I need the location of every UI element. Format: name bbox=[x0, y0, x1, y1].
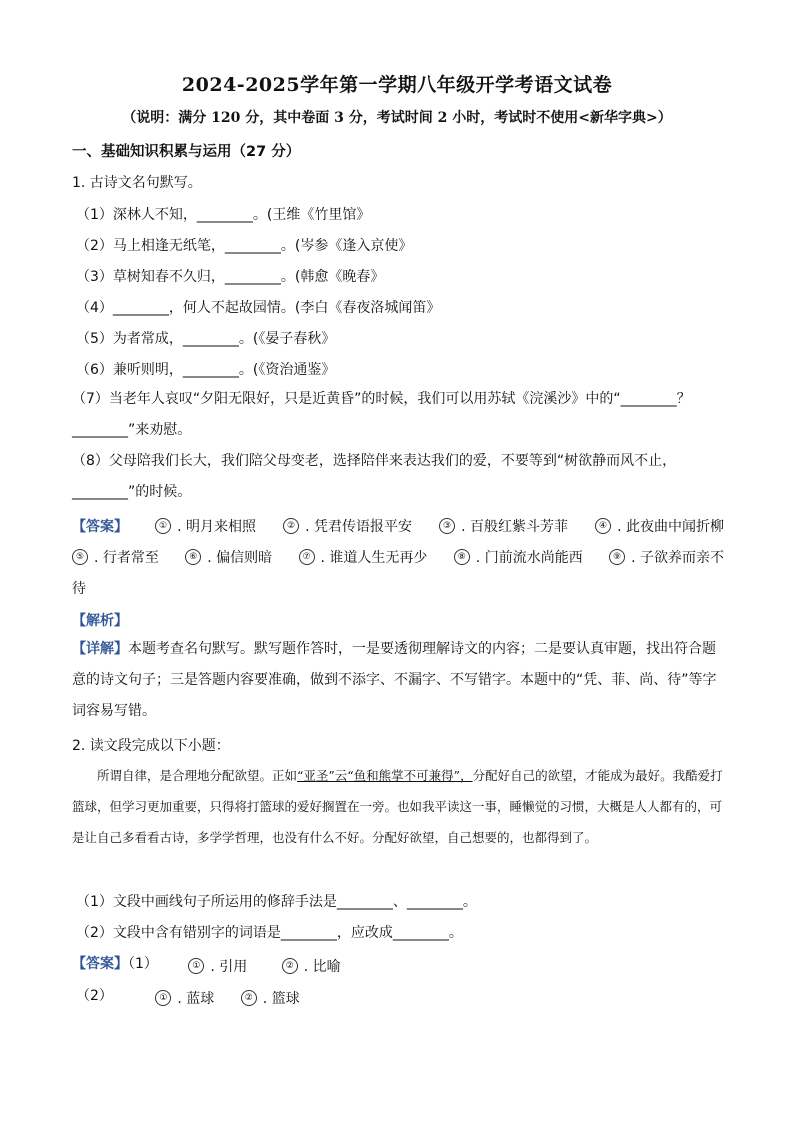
detail-tag: 【详解】 bbox=[72, 641, 128, 657]
answer-number: ⑧ bbox=[454, 549, 470, 565]
answer-number: ② bbox=[282, 958, 298, 974]
answer-sub-label: （1） bbox=[128, 956, 158, 972]
question-1-item-4: （4）________，何人不起故园情。(李白《春夜洛城闻笛》 bbox=[76, 300, 441, 316]
answer-number: ④ bbox=[595, 518, 611, 534]
answer-text: . 明月来相照 bbox=[177, 519, 256, 535]
question-1-item-1: （1）深林人不知，________。(王维《竹里馆》 bbox=[76, 207, 371, 223]
answer-text: . 凭君传语报平安 bbox=[305, 519, 412, 535]
passage-underlined-sentence: “亚圣”云“鱼和熊掌不可兼得”， bbox=[297, 768, 473, 783]
answer-text: . 引用 bbox=[210, 959, 248, 975]
answer-number: ② bbox=[241, 990, 257, 1006]
answer-row-1 bbox=[72, 516, 724, 536]
answer-option bbox=[299, 547, 428, 567]
question-1-stem: 1. 古诗文名句默写。 bbox=[72, 175, 202, 191]
section-heading: 一、基础知识积累与运用（27 分） bbox=[72, 144, 301, 160]
exam-instructions: （说明：满分 120 分，其中卷面 3 分，考试时间 2 小时，考试时不使用<新华字典>） bbox=[122, 110, 672, 126]
answer-tag: 【答案】 bbox=[72, 519, 128, 535]
answer-option bbox=[609, 547, 724, 567]
answer-number: ⑦ bbox=[299, 549, 315, 565]
answer-option bbox=[282, 956, 341, 976]
answer-option bbox=[439, 516, 568, 536]
question-2-sub-1: （1）文段中画线句子所运用的修辞手法是________、________。 bbox=[76, 894, 477, 910]
question-1-item-2: （2）马上相逢无纸笔，________。(岑参《逢入京使》 bbox=[76, 238, 413, 254]
question-2-sub-2: （2）文段中含有错别字的词语是________，应改成________。 bbox=[76, 925, 463, 941]
answer-text: . 子欲养而亲不 bbox=[631, 550, 724, 566]
answer-text: . 门前流水尚能西 bbox=[475, 550, 583, 566]
answer-text: . 蓝球 bbox=[177, 991, 215, 1007]
question-1-item-6: （6）兼听则明，________。(《资治通鉴》 bbox=[76, 362, 336, 378]
answer-option bbox=[595, 516, 724, 536]
answer-row-2 bbox=[72, 547, 724, 567]
answer-option bbox=[283, 516, 412, 536]
analysis-tag: 【解析】 bbox=[72, 613, 128, 629]
question-1-item-7: （7）当老年人哀叹“夕阳无限好，只是近黄昏”的时候，我们可以用苏轼《浣溪沙》中的“________？________”来劝慰。 bbox=[72, 391, 691, 438]
reading-passage bbox=[72, 760, 724, 853]
answer-number: ⑤ bbox=[72, 549, 88, 565]
answer-sub-label: （2） bbox=[76, 988, 113, 1004]
answer-continuation: 待 bbox=[72, 581, 86, 597]
passage-text: 分配好自己的欲望，才能成为最好。我酷爱打篮球，但学习更加重要，只得将打篮球的爱好搁置在一旁。也如我平读这一事，睡懒觉的习惯，大概是人人都有的，可是让自己多看看古诗，多学学哲理，也没有什么不好。分配好欲望，自己想要的，也都得到了。 bbox=[72, 768, 723, 845]
answer-text: . 谁道人生无再少 bbox=[320, 550, 428, 566]
question-2-answer-2 bbox=[76, 985, 300, 1008]
question-2-answer-1 bbox=[72, 953, 341, 976]
answer-option bbox=[241, 988, 300, 1008]
answer-text: . 比喻 bbox=[303, 959, 341, 975]
answer-number: ① bbox=[155, 990, 171, 1006]
detail-text: 本题考查名句默写。默写题作答时，一是要透彻理解诗文的内容；二是要认真审题，找出符合题意的诗文句子；三是答题内容要准确，做到不添字、不漏字、不写错字。本题中的“凭、菲、尚、待”等字词容易写错。 bbox=[72, 641, 717, 719]
answer-text: . 偏信则暗 bbox=[207, 550, 273, 566]
exam-title: 2024-2025学年第一学期八年级开学考语文试卷 bbox=[181, 74, 613, 96]
answer-option bbox=[454, 547, 583, 567]
answer-option bbox=[155, 988, 214, 1008]
answer-text: . 行者常至 bbox=[94, 550, 159, 566]
question-1-item-8: （8）父母陪我们长大，我们陪父母变老，选择陪伴来表达我们的爱，不要等到“树欲静而风不止，________”的时候。 bbox=[72, 453, 677, 500]
answer-number: ① bbox=[155, 518, 171, 534]
question-2-stem: 2. 读文段完成以下小题： bbox=[72, 738, 230, 754]
analysis-detail bbox=[72, 634, 724, 727]
answer-number: ② bbox=[283, 518, 299, 534]
answer-text: . 百般红紫斗芳菲 bbox=[461, 519, 568, 535]
answer-option bbox=[72, 547, 159, 567]
question-1-item-5: （5）为者常成，________。(《晏子春秋》 bbox=[76, 331, 336, 347]
answer-text: . 篮球 bbox=[262, 991, 300, 1007]
answer-number: ⑨ bbox=[609, 549, 625, 565]
answer-number: ① bbox=[188, 958, 204, 974]
answer-number: ⑥ bbox=[185, 549, 201, 565]
answer-text: . 此夜曲中闻折柳 bbox=[617, 519, 724, 535]
passage-text: 所谓自律，是合理地分配欲望。正如 bbox=[97, 768, 298, 783]
answer-tag: 【答案】 bbox=[72, 956, 128, 972]
answer-option bbox=[155, 516, 256, 536]
answer-option bbox=[185, 547, 272, 567]
answer-number: ③ bbox=[439, 518, 455, 534]
question-1-item-3: （3）草树知春不久归，________。(韩愈《晚春》 bbox=[76, 269, 385, 285]
answer-option bbox=[188, 956, 247, 976]
